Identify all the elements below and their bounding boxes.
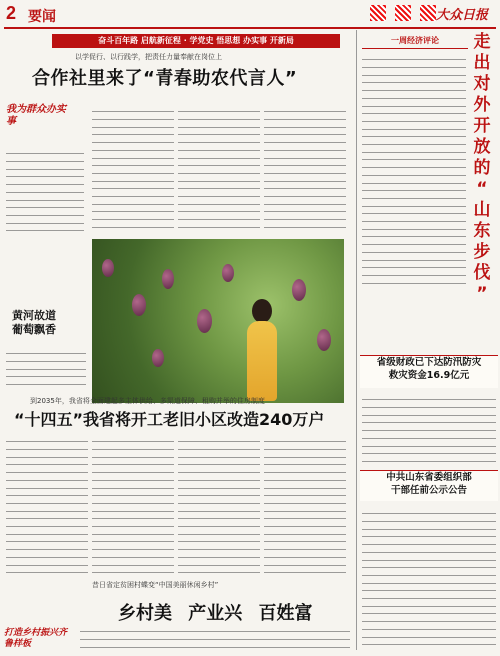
- theme-banner: 奋斗百年路 启航新征程 · 学党史 悟思想 办实事 开新局: [52, 34, 340, 48]
- grape-cluster-icon: [152, 349, 164, 367]
- flood-relief-headline-2: 救灾资金16.9亿元: [388, 370, 470, 381]
- grape-cluster-icon: [292, 279, 306, 301]
- qr-codes: [370, 5, 440, 25]
- story1-body-col3: [178, 104, 260, 234]
- story2-body-col2: [92, 434, 174, 574]
- story1-body-col4: [264, 104, 346, 234]
- story2-subhead: 到2035年，我省将全面建起多主体供给、多渠道保障、租购并举的住房制度: [30, 397, 265, 405]
- section-name: 要闻: [28, 9, 56, 25]
- grape-cluster-icon: [222, 264, 234, 282]
- rural-revitalization-logo: 打造乡村振兴齐鲁样板: [4, 628, 68, 649]
- photo-caption: [6, 346, 86, 392]
- commentary-column-title: 一周经济评论: [362, 35, 468, 49]
- qr-code-icon: [370, 5, 386, 21]
- story1-column-tag: 我为群众办实事: [6, 104, 66, 127]
- flood-relief-box: [360, 355, 498, 388]
- story3-subhead: 昔日省定贫困村蝶变“中国美丽休闲乡村”: [92, 581, 219, 589]
- story1-headline: 合作社里来了“青春助农代言人”: [32, 68, 298, 89]
- page-number: 2: [6, 3, 17, 23]
- story1-body-col1: [6, 146, 84, 234]
- story2-headline: “十四五”我省将开工老旧小区改造240万户: [14, 410, 325, 429]
- column-divider: [356, 30, 357, 650]
- story3-headline: 乡村美 产业兴 百姓富: [118, 603, 313, 624]
- grape-cluster-icon: [197, 309, 212, 333]
- flood-relief-body: [362, 392, 496, 462]
- grape-cluster-icon: [102, 259, 114, 277]
- cadre-notice-body: [362, 506, 496, 650]
- grape-cluster-icon: [317, 329, 331, 351]
- cadre-notice-headline-1: 中共山东省委组织部: [386, 472, 472, 483]
- story2-body-col3: [178, 434, 260, 574]
- masthead-logo: 大众日报: [436, 8, 489, 23]
- grape-cluster-icon: [162, 269, 174, 289]
- qr-code-icon: [395, 5, 411, 21]
- commentary-body: [362, 52, 466, 290]
- story1-body-col2: [92, 104, 174, 234]
- commentary-vertical-headline: 走 出 对 外 开 放 的 “ 山 东 步 伐 ”: [473, 32, 491, 304]
- story2-body-col1: [6, 434, 88, 574]
- cadre-notice-box: [360, 470, 498, 501]
- story1-kicker: 以学促行、以行践学，把责任力量奉献在岗位上: [75, 53, 222, 61]
- vineyard-photo: [92, 239, 344, 403]
- person-figure: [247, 321, 277, 401]
- story3-body: [80, 624, 350, 652]
- page-header: [4, 3, 496, 29]
- qr-code-icon: [420, 5, 436, 21]
- cadre-notice-headline-2: 干部任前公示公告: [390, 485, 467, 496]
- photo-story-title: 黄河故道 葡萄飘香: [12, 309, 56, 336]
- flood-relief-headline-1: 省级财政已下达防汛防灾: [376, 357, 482, 368]
- story2-body-col4: [264, 434, 346, 574]
- grape-cluster-icon: [132, 294, 146, 316]
- person-head: [252, 299, 272, 323]
